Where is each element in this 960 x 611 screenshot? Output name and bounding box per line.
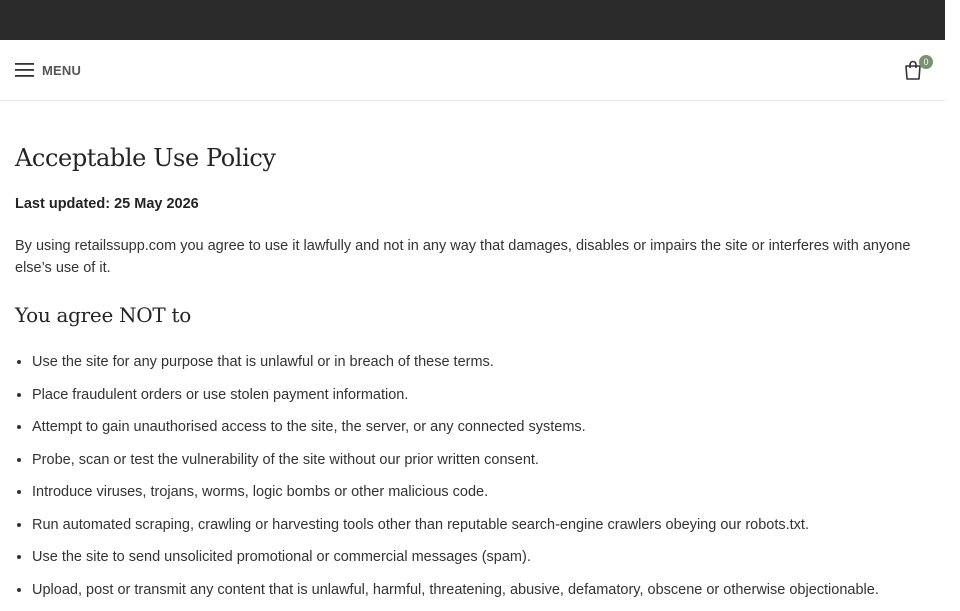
- list-item: • Upload, post or transmit any content that is unlawful, harmful, threatening, abusive, defamatory, obscene or otherwise objectionable.: [32, 579, 930, 601]
- section-title: You agree NOT to: [15, 303, 191, 327]
- list-item: • Attempt to gain unauthorised access to the site, the server, or any connected systems.: [32, 416, 930, 438]
- site-header: [0, 40, 945, 101]
- page-title: Acceptable Use Policy: [15, 144, 276, 172]
- main-content: [15, 100, 930, 611]
- intro-paragraph: By using retailssupp.com you agree to use it lawfully and not in any way that damages, disables or impairs the site or interferes with anyone else’s use of it.: [15, 238, 911, 276]
- list-item: • Probe, scan or test the vulnerability of the site without our prior written consent.: [32, 449, 930, 471]
- list-item: • Run automated scraping, crawling or harvesting tools other than reputable search-engine crawlers obeying our robots.txt.: [32, 514, 930, 536]
- cart-count-badge: 0: [919, 55, 933, 69]
- top-bar: [0, 0, 945, 40]
- list-item: • Place fraudulent orders or use stolen payment information.: [32, 384, 930, 406]
- menu-label: MENU: [42, 62, 82, 78]
- hamburger-icon: [15, 62, 34, 78]
- list-item: • Use the site to send unsolicited promotional or commercial messages (spam).: [32, 546, 930, 568]
- last-updated: Last updated: 25 May 2026: [15, 196, 199, 212]
- menu-button[interactable]: [15, 60, 81, 80]
- list-item: • Use the site for any purpose that is unlawful or in breach of these terms.: [32, 351, 930, 373]
- cart-button[interactable]: [903, 57, 929, 82]
- list-item: • Introduce viruses, trojans, worms, logic bombs or other malicious code.: [32, 481, 930, 503]
- prohibited-list: [15, 351, 930, 601]
